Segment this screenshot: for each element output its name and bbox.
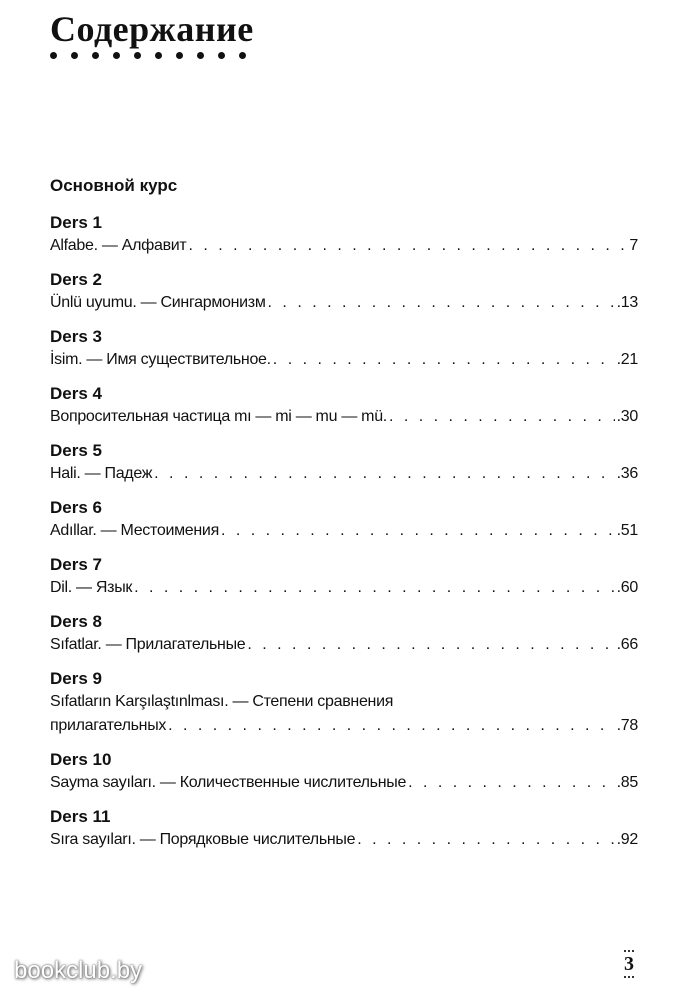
toc-line — [50, 348, 638, 372]
toc-line — [50, 405, 638, 429]
dot-leader — [168, 714, 615, 738]
dot-leader — [154, 462, 615, 486]
toc-line — [50, 576, 638, 600]
page-ref[interactable]: .13 — [616, 294, 638, 311]
lesson-title: Hali. — Падеж — [50, 465, 153, 482]
dot-leader — [188, 234, 627, 258]
lesson-title: Dil. — Язык — [50, 579, 133, 596]
page-ref[interactable]: .30 — [616, 408, 638, 425]
page-number-value: 3 — [624, 953, 634, 975]
lesson-title: Adıllar. — Местоимения — [50, 522, 219, 539]
lesson-title: Sıfatlar. — Прилагательные — [50, 636, 246, 653]
dot-leader — [408, 771, 615, 795]
dot-leader — [221, 519, 615, 543]
lesson-title: Вопросительная частица mı — mi — mu — mü. — [50, 408, 387, 425]
page-ref[interactable]: .78 — [616, 717, 638, 734]
toc-line — [50, 828, 638, 852]
page-ref[interactable]: .85 — [616, 774, 638, 791]
toc-line — [50, 771, 638, 795]
lesson-label: Ders 4 — [50, 384, 102, 403]
lesson-label: Ders 1 — [50, 213, 102, 232]
lesson-title: Alfabe. — Алфавит — [50, 237, 187, 254]
dot-leader — [247, 633, 614, 657]
section-heading: Основной курс — [50, 176, 178, 195]
lesson-title: прилагательных — [50, 717, 167, 734]
dot-leader — [134, 576, 615, 600]
toc-entry[interactable] — [50, 212, 638, 258]
toc-line — [50, 462, 638, 486]
toc-line — [50, 291, 638, 315]
page-ref[interactable]: .51 — [616, 522, 638, 539]
lesson-title-line: Sıfatların Karşılaştınlması. — Степени сравнения — [50, 693, 394, 710]
page-ref[interactable]: .60 — [616, 579, 638, 596]
lesson-label: Ders 8 — [50, 612, 102, 631]
page-number — [621, 948, 637, 980]
toc-entry[interactable] — [50, 611, 638, 657]
dot-leader — [357, 828, 614, 852]
page-ref[interactable]: .21 — [616, 351, 638, 368]
toc-entry[interactable] — [50, 749, 638, 795]
lesson-label: Ders 6 — [50, 498, 102, 517]
lesson-label: Ders 3 — [50, 327, 102, 346]
lesson-label: Ders 11 — [50, 807, 111, 826]
table-of-contents — [50, 212, 638, 863]
lesson-title: Sıra sayıları. — Порядковые числительные — [50, 831, 356, 848]
lesson-label: Ders 9 — [50, 669, 102, 688]
lesson-label: Ders 5 — [50, 441, 102, 460]
toc-entry[interactable] — [50, 554, 638, 600]
lesson-title: İsim. — Имя существительное. — [50, 351, 271, 368]
lesson-label: Ders 10 — [50, 750, 112, 769]
toc-line — [50, 714, 638, 738]
lesson-label: Ders 2 — [50, 270, 102, 289]
lesson-title: Ünlü uyumu. — Сингармонизм — [50, 294, 266, 311]
dot-leader — [273, 348, 615, 372]
page-ref[interactable]: .92 — [616, 831, 638, 848]
toc-line — [50, 234, 638, 258]
page-title: Содержание — [50, 9, 254, 49]
page-ref[interactable]: .66 — [616, 636, 638, 653]
watermark: bookclub.by — [14, 957, 143, 984]
toc-entry[interactable] — [50, 668, 638, 738]
page-ref[interactable]: .36 — [616, 465, 638, 482]
toc-entry[interactable] — [50, 326, 638, 372]
dot-leader — [389, 405, 615, 429]
toc-line — [50, 633, 638, 657]
page-ref[interactable]: 7 — [629, 237, 638, 254]
lesson-label: Ders 7 — [50, 555, 102, 574]
toc-entry[interactable] — [50, 440, 638, 486]
toc-entry[interactable] — [50, 806, 638, 852]
toc-line — [50, 519, 638, 543]
toc-entry[interactable] — [50, 269, 638, 315]
title-dot-ornament — [50, 52, 246, 59]
lesson-title: Sayma sayıları. — Количественные числительные — [50, 774, 407, 791]
toc-entry[interactable] — [50, 497, 638, 543]
dot-leader — [268, 291, 615, 315]
toc-entry[interactable] — [50, 383, 638, 429]
